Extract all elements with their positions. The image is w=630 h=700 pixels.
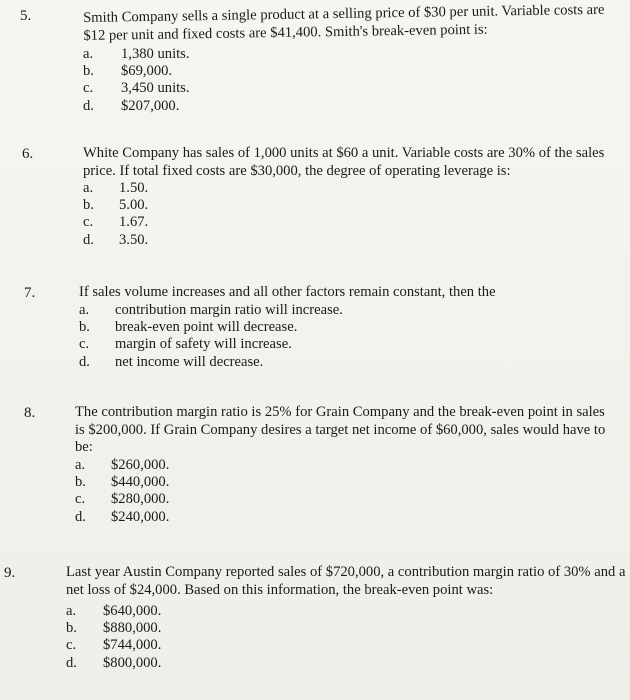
option-text: 1.50. bbox=[119, 180, 149, 196]
option-letter: a. bbox=[83, 46, 94, 62]
option-b bbox=[83, 197, 148, 214]
option-d bbox=[83, 98, 190, 115]
option-b bbox=[66, 620, 161, 637]
question-number: 8. bbox=[24, 405, 36, 421]
option-letter: d. bbox=[83, 231, 94, 248]
option-text: $260,000. bbox=[111, 457, 170, 473]
question-stem: Smith Company sells a single product at a selling price of $30 per unit. Variable costs are $12 per unit and fixed costs are $41,400. Smith's break-even point is: bbox=[83, 1, 605, 44]
question-number: 7. bbox=[24, 285, 36, 301]
question-stem: The contribution margin ratio is 25% for Grain Company and the break-even point in sales is $200,000. If Grain Company desires a target net income of $60,000, sales would have to be: bbox=[75, 404, 606, 455]
option-letter: c. bbox=[83, 80, 94, 97]
option-a bbox=[83, 180, 148, 197]
option-text: 1,380 units. bbox=[121, 46, 190, 62]
option-letter: a. bbox=[83, 180, 94, 196]
option-letter: b. bbox=[75, 474, 86, 491]
options-list bbox=[79, 302, 343, 371]
options-list bbox=[83, 46, 190, 115]
question-stem: Last year Austin Company reported sales of $720,000, a contribution margin ratio of 30% and a net loss of $24,000. Based on this information, the break-even point was: bbox=[66, 564, 626, 598]
option-text: net income will decrease. bbox=[115, 353, 264, 370]
option-text: 5.00. bbox=[119, 197, 149, 214]
option-letter: b. bbox=[66, 620, 77, 637]
option-text: 1.67. bbox=[119, 214, 149, 231]
option-c bbox=[79, 336, 343, 353]
question-number: 9. bbox=[4, 565, 16, 581]
question-stem: White Company has sales of 1,000 units at $60 a unit. Variable costs are 30% of the sales price. If total fixed costs are $30,000, the degree of operating leverage is: bbox=[83, 145, 605, 179]
options-list bbox=[75, 457, 169, 526]
option-d bbox=[66, 655, 161, 672]
option-text: $240,000. bbox=[111, 508, 170, 525]
option-letter: c. bbox=[75, 491, 86, 508]
option-a bbox=[66, 603, 161, 620]
option-letter: a. bbox=[79, 302, 90, 318]
option-letter: c. bbox=[79, 336, 90, 353]
options-list bbox=[83, 180, 148, 249]
option-text: $880,000. bbox=[103, 620, 162, 637]
option-letter: d. bbox=[75, 508, 86, 525]
option-a bbox=[75, 457, 169, 474]
question-number: 6. bbox=[22, 146, 34, 162]
options-list bbox=[66, 603, 161, 672]
option-letter: b. bbox=[83, 197, 94, 214]
option-c bbox=[66, 637, 161, 654]
option-text: margin of safety will increase. bbox=[115, 336, 292, 353]
option-letter: a. bbox=[75, 457, 86, 473]
option-text: contribution margin ratio will increase. bbox=[115, 302, 343, 318]
option-letter: c. bbox=[66, 637, 77, 654]
option-a bbox=[83, 46, 190, 63]
option-text: $280,000. bbox=[111, 491, 170, 508]
option-letter: b. bbox=[83, 63, 94, 80]
option-letter: d. bbox=[79, 353, 90, 370]
option-text: $640,000. bbox=[103, 603, 162, 619]
option-text: break-even point will decrease. bbox=[115, 319, 298, 336]
option-d bbox=[79, 354, 343, 371]
question-stem: If sales volume increases and all other factors remain constant, then the bbox=[79, 284, 496, 300]
option-letter: c. bbox=[83, 214, 94, 231]
option-text: $440,000. bbox=[111, 474, 170, 491]
option-b bbox=[79, 319, 343, 336]
option-d bbox=[83, 232, 148, 249]
option-b bbox=[75, 474, 169, 491]
option-letter: d. bbox=[66, 654, 77, 671]
option-text: $69,000. bbox=[121, 63, 173, 80]
option-c bbox=[83, 80, 190, 97]
option-a bbox=[79, 302, 343, 319]
option-c bbox=[83, 214, 148, 231]
option-text: $207,000. bbox=[121, 97, 180, 114]
option-text: $800,000. bbox=[103, 654, 162, 671]
option-text: 3.50. bbox=[119, 231, 149, 248]
question-number: 5. bbox=[20, 8, 32, 24]
option-letter: d. bbox=[83, 97, 94, 114]
option-letter: b. bbox=[79, 319, 90, 336]
option-text: $744,000. bbox=[103, 637, 162, 654]
option-b bbox=[83, 63, 190, 80]
option-c bbox=[75, 491, 169, 508]
option-text: 3,450 units. bbox=[121, 80, 190, 97]
option-d bbox=[75, 509, 169, 526]
option-letter: a. bbox=[66, 603, 77, 619]
